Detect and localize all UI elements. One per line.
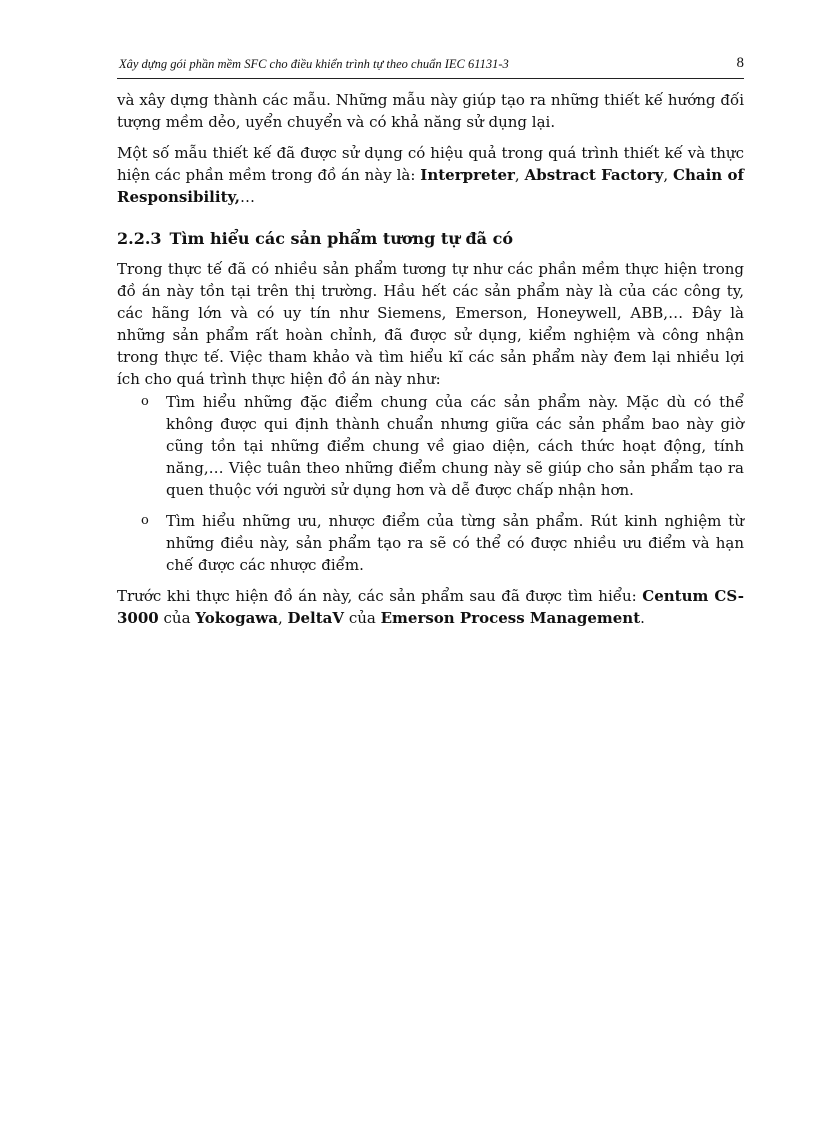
vendor-yokogawa: Yokogawa xyxy=(195,609,278,627)
paragraph-design-patterns xyxy=(117,142,744,208)
section-number: 2.2.3 xyxy=(117,229,162,248)
pattern-abstract-factory: Abstract Factory xyxy=(524,166,664,184)
pattern-interpreter: Interpreter xyxy=(420,166,515,184)
list-item-text: Tìm hiểu những đặc điểm chung của các sản phẩm này. Mặc dù có thể không được qui định thành chuẩn nhưng giữa các sản phẩm bao này giờ cũng tồn tại những điểm chung về giao diện, cách thức hoạt động, tính năng,… Việc tuân theo những điểm chung này sẽ giúp cho sản phẩm tạo ra quen thuộc với người sử dụng hơn và dễ được chấp nhận hơn. xyxy=(166,393,744,499)
separator: , xyxy=(277,609,288,627)
page-number: 8 xyxy=(736,55,744,71)
separator: , xyxy=(663,166,674,184)
paragraph-text: Một số mẫu thiết kế đã được sử dụng có hiệu quả trong quá trình thiết kế và thực hiện các phần mềm trong đồ án này là: xyxy=(117,144,744,184)
product-centum: Centum CS-3000 xyxy=(117,587,744,627)
page-header xyxy=(117,56,744,79)
bullet-marker: o xyxy=(141,513,149,528)
section-heading xyxy=(117,228,744,250)
list-item-text: Tìm hiểu những ưu, nhược điểm của từng sản phẩm. Rút kinh nghiệm từ những điều này, sản phẩm tạo ra sẽ có thể có được nhiều ưu điểm và hạn chế được các nhược điểm. xyxy=(166,512,744,574)
vendor-emerson: Emerson Process Management xyxy=(380,609,641,627)
page-content xyxy=(117,89,744,629)
list-item xyxy=(117,510,744,576)
list-item xyxy=(117,391,744,501)
paragraph-studied-products xyxy=(117,585,744,629)
pattern-chain-of-responsibility: Chain of Responsibility, xyxy=(117,166,744,206)
paragraph-intro-continuation: và xây dựng thành các mẫu. Những mẫu này giúp tạo ra những thiết kế hướng đối tượng mềm dẻo, uyển chuyển và có khả năng sử dụng lại. xyxy=(117,91,744,131)
paragraph-text: Trước khi thực hiện đồ án này, các sản phẩm sau đã được tìm hiểu: xyxy=(117,587,643,605)
product-deltav: DeltaV xyxy=(287,609,345,627)
connector: của xyxy=(158,609,196,627)
section-title: Tìm hiểu các sản phẩm tương tự đã có xyxy=(169,229,514,248)
bullet-marker: o xyxy=(141,394,149,409)
period: . xyxy=(640,609,645,627)
separator: , xyxy=(514,166,525,184)
connector: của xyxy=(344,609,381,627)
paragraph-similar-products: Trong thực tế đã có nhiều sản phẩm tương tự như các phần mềm thực hiện trong đồ án này tồn tại trên thị trường. Hầu hết các sản phẩm này là của các công ty, các hãng lớn và có uy tín như Siemens, Emerson, Honeywell, ABB,… Đây là những sản phẩm rất hoàn chỉnh, đã được sử dụng, kiểm nghiệm và công nhận trong thực tế. Việc tham khảo và tìm hiểu kĩ các sản phẩm này đem lại nhiều lợi ích cho quá trình thực hiện đồ án này như: xyxy=(117,260,744,388)
bullet-list xyxy=(117,391,744,576)
header-title: Xây dựng gói phần mềm SFC cho điều khiển trình tự theo chuẩn IEC 61131-3 xyxy=(119,57,509,71)
ellipsis: … xyxy=(240,188,256,206)
